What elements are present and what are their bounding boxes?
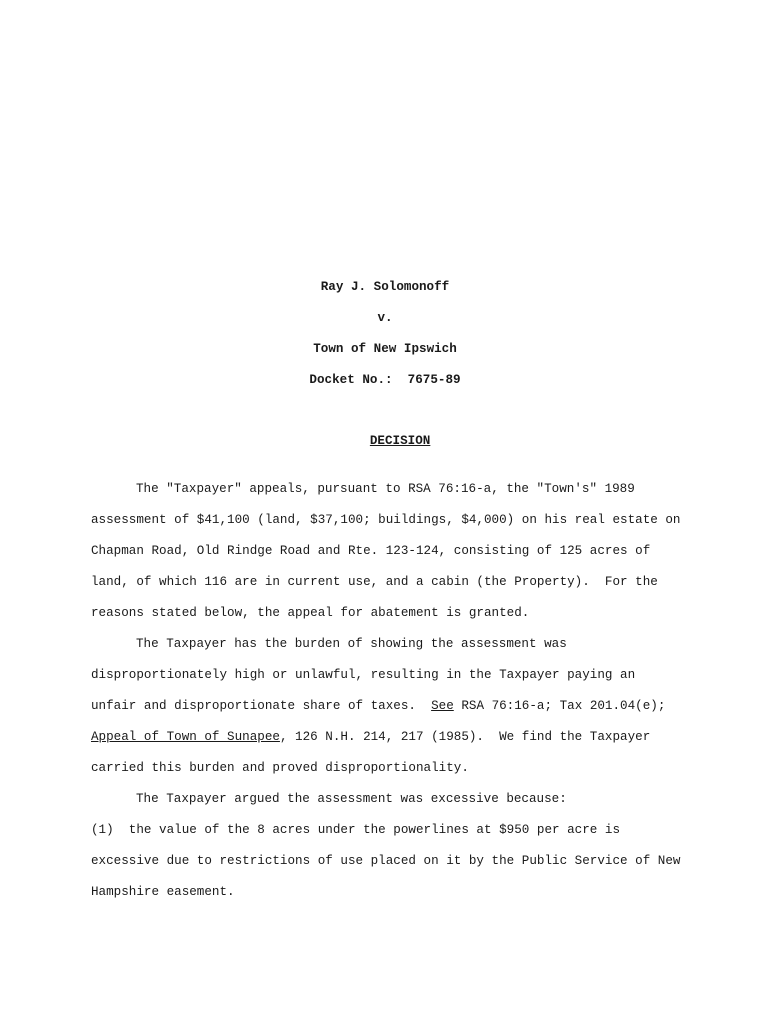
body-line: (1) the value of the 8 acres under the powerlines at $950 per acre is (91, 823, 621, 837)
body-line: excessive due to restrictions of use placed on it by the Public Service of New (91, 854, 681, 868)
docket-number: Docket No.: 7675-89 (309, 373, 461, 387)
body-line: Chapman Road, Old Rindge Road and Rte. 123-124, consisting of 125 acres of (91, 544, 651, 558)
body-line (91, 699, 665, 713)
body-line: reasons stated below, the appeal for abatement is granted. (91, 606, 530, 620)
body-line: The Taxpayer argued the assessment was excessive because: (136, 792, 567, 806)
body-line: The Taxpayer has the burden of showing the assessment was (136, 637, 567, 651)
see-citation-signal: See (431, 699, 454, 713)
body-text: RSA 76:16-a; Tax 201.04(e); (453, 699, 666, 713)
decision-heading-row (0, 420, 770, 462)
body-line: land, of which 116 are in current use, and a cabin (the Property). For the (91, 575, 658, 589)
taxpayer-name: Ray J. Solomonoff (320, 280, 450, 294)
body-line (91, 730, 650, 744)
body-text: , 126 N.H. 214, 217 (1985). We find the Taxpayer (279, 730, 651, 744)
town-name: Town of New Ipswich (313, 342, 457, 356)
versus-label: v. (377, 311, 393, 325)
body-line: disproportionately high or unlawful, resulting in the Taxpayer paying an (91, 668, 636, 682)
case-citation: Appeal of Town of Sunapee (91, 730, 280, 744)
body-text: unfair and disproportionate share of taxes. (91, 699, 432, 713)
body-line: carried this burden and proved disproportionality. (91, 761, 469, 775)
body-line: The "Taxpayer" appeals, pursuant to RSA 76:16-a, the "Town's" 1989 (136, 482, 635, 496)
body-line: Hampshire easement. (91, 885, 235, 899)
body-line: assessment of $41,100 (land, $37,100; buildings, $4,000) on his real estate on (91, 513, 681, 527)
decision-heading: DECISION (369, 434, 431, 448)
